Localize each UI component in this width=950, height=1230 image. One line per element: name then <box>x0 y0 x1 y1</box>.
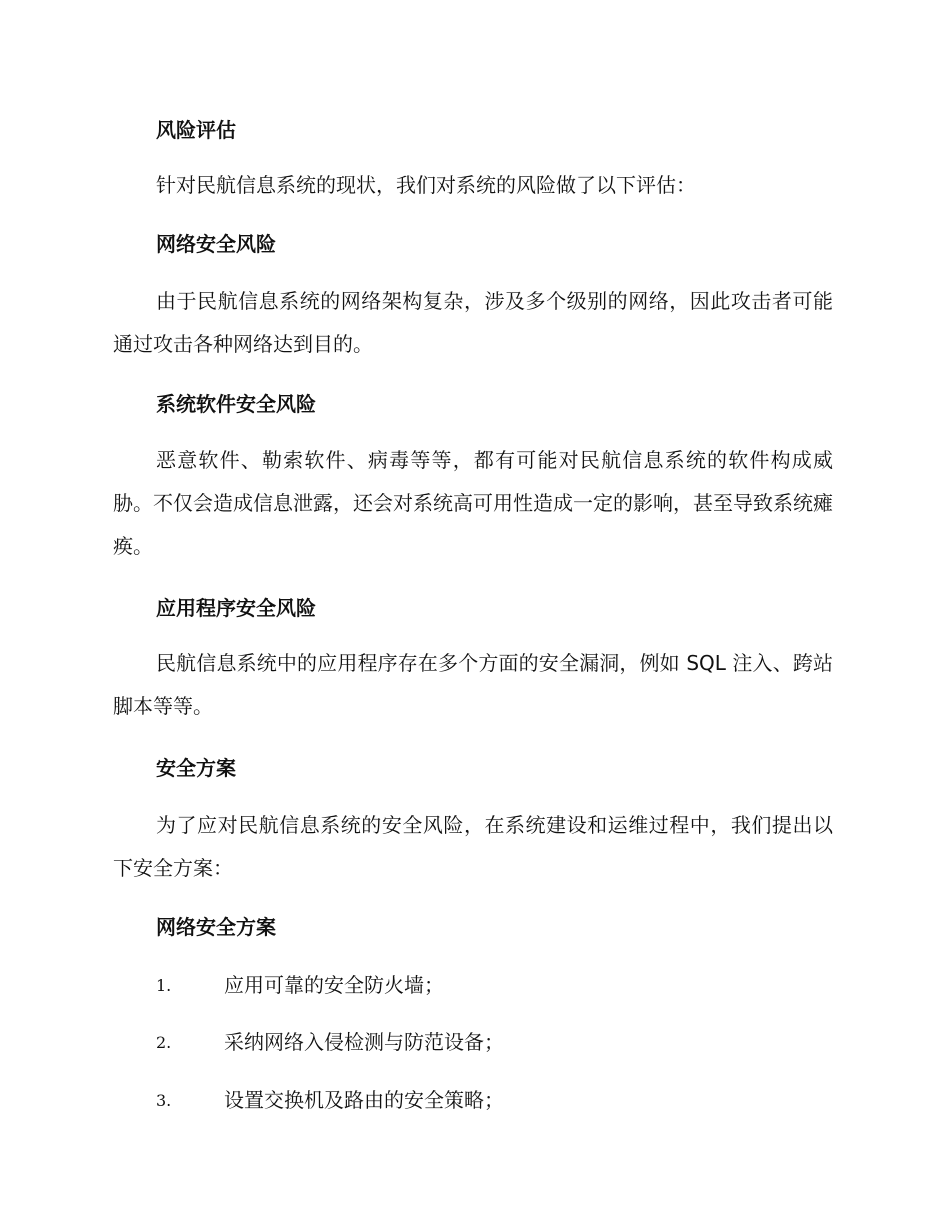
heading-application-risk: 应用程序安全风险 <box>156 596 316 620</box>
heading-network-security-plan: 网络安全方案 <box>156 915 276 939</box>
paragraph-application-risk: 民航信息系统中的应用程序存在多个方面的安全漏洞，例如 SQL 注入、跨站脚本等等。 <box>113 651 833 718</box>
heading-risk-assessment: 风险评估 <box>156 118 236 142</box>
list-item-number: 2. <box>156 1033 172 1052</box>
list-item-text: 采纳网络入侵检测与防范设备； <box>224 1030 504 1054</box>
heading-system-software-risk: 系统软件安全风险 <box>156 392 316 416</box>
list-item-text: 应用可靠的安全防火墙； <box>224 973 444 997</box>
paragraph-risk-assessment: 针对民航信息系统的现状，我们对系统的风险做了以下评估： <box>156 173 696 197</box>
heading-security-plan: 安全方案 <box>156 756 236 780</box>
list-item-text: 设置交换机及路由的安全策略； <box>224 1088 504 1112</box>
list-item-number: 1. <box>156 976 172 995</box>
paragraph-security-plan: 为了应对民航信息系统的安全风险，在系统建设和运维过程中，我们提出以下安全方案： <box>113 813 833 880</box>
list-item-number: 3. <box>156 1091 172 1110</box>
heading-network-security-risk: 网络安全风险 <box>156 232 276 256</box>
paragraph-system-software-risk: 恶意软件、勒索软件、病毒等等，都有可能对民航信息系统的软件构成威胁。不仅会造成信息泄露，还会对系统高可用性造成一定的影响，甚至导致系统瘫痪。 <box>113 448 833 558</box>
paragraph-network-security-risk: 由于民航信息系统的网络架构复杂，涉及多个级别的网络，因此攻击者可能通过攻击各种网络达到目的。 <box>113 289 833 356</box>
